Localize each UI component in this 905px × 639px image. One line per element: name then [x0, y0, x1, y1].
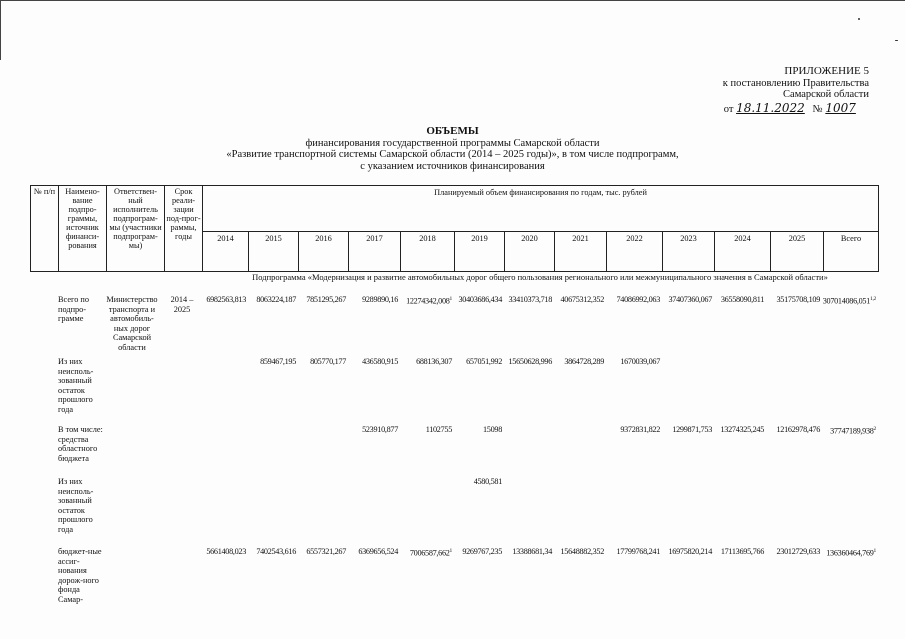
value-cell — [298, 357, 346, 367]
speck — [895, 40, 898, 41]
footnote-marker: 1 — [873, 548, 876, 554]
value-text: 6369656,524 — [358, 547, 398, 556]
value-cell — [202, 547, 246, 557]
handwritten-date: 18.11.2022 — [736, 100, 805, 115]
value-text: 9289890,16 — [362, 295, 398, 304]
value-text: 688136,307 — [416, 357, 452, 366]
value-cell — [400, 295, 452, 306]
footnote-marker: 1,2 — [870, 296, 876, 302]
row-responsible: Министерство транспорта и автомобиль-ных дорог Самарской области — [106, 295, 158, 352]
value-text: 7851295,267 — [306, 295, 346, 304]
header-year: 2021 — [555, 232, 607, 272]
value-cell — [248, 547, 296, 557]
value-text: 8063224,187 — [256, 295, 296, 304]
value-text: 1102755 — [425, 425, 452, 434]
value-text: 12162978,476 — [776, 425, 820, 434]
value-cell — [298, 547, 346, 557]
value-cell — [348, 357, 398, 367]
header-year: 2020 — [505, 232, 555, 272]
header-year: 2016 — [299, 232, 349, 272]
value-text: 37747189,938 — [830, 426, 874, 436]
header-planned: Планируемый объем финансирования по годам, тыс. рублей — [203, 186, 879, 232]
value-cell — [554, 547, 604, 557]
footnote-marker: 2 — [873, 426, 876, 432]
value-cell — [662, 425, 712, 435]
value-cell — [714, 295, 764, 305]
value-cell — [454, 295, 502, 305]
value-cell — [454, 425, 502, 435]
value-cell — [348, 425, 398, 435]
header-year: 2023 — [663, 232, 715, 272]
header-year: 2019 — [455, 232, 505, 272]
appendix-line1: к постановлению Правительства — [722, 77, 869, 89]
value-text: 13388681,34 — [512, 547, 552, 556]
value-cell — [662, 547, 712, 557]
appendix-date-line — [723, 100, 869, 116]
row-name: Из них неисполь-зованный остаток прошлого года — [58, 477, 94, 534]
value-cell — [504, 295, 552, 305]
header-year: 2022 — [607, 232, 663, 272]
value-cell — [348, 295, 398, 305]
value-cell — [400, 357, 452, 367]
header-responsible: Ответствен-ный исполнитель подпрограм-мы (участники подпрограм-мы) — [107, 186, 165, 272]
value-text: 15098 — [483, 425, 502, 434]
number-prefix: № — [812, 103, 823, 115]
value-text: 40675312,352 — [560, 295, 604, 304]
value-cell — [400, 547, 452, 558]
row-name: Из них неисполь-зованный остаток прошлого года — [58, 357, 94, 414]
value-text: 9372831,822 — [620, 425, 660, 434]
value-text: 4580,581 — [473, 477, 502, 486]
value-text: 6557321,267 — [306, 547, 346, 556]
value-cell — [606, 295, 660, 305]
value-text: 523910,877 — [362, 425, 398, 434]
value-cell — [822, 295, 876, 306]
value-cell — [504, 357, 552, 367]
value-text: 16975820,214 — [668, 547, 712, 556]
value-text: 13274325,245 — [720, 425, 764, 434]
value-text: 859467,195 — [260, 357, 296, 366]
value-text: 9269767,235 — [462, 547, 502, 556]
header-term: Срок реали-зации под-прог-раммы, годы — [165, 186, 203, 272]
value-text: 15648882,352 — [560, 547, 604, 556]
page-border-left — [0, 0, 1, 60]
value-cell — [454, 547, 502, 557]
footnote-marker: 1 — [449, 296, 452, 302]
value-cell — [400, 425, 452, 435]
value-cell — [822, 425, 876, 436]
row-name: В том числе: средства областного бюджета — [58, 425, 103, 463]
header-name: Наимено-вание подпро-граммы, источник финанси-рования — [59, 186, 107, 272]
value-text: 33410373,718 — [508, 295, 552, 304]
row-name: бюджет-ные ассиг-нования дорож-ного фонда Самар- — [58, 547, 102, 604]
value-text: 74086992,063 — [616, 295, 660, 304]
title-line1: финансирования государственной программы Самарской области — [305, 137, 600, 149]
speck — [858, 18, 860, 20]
value-text: 6982563,813 — [206, 295, 246, 304]
value-text: 307014086,051 — [822, 296, 871, 306]
value-cell — [202, 295, 246, 305]
header-year: 2015 — [249, 232, 299, 272]
header-num: № п/п — [31, 186, 59, 272]
value-text: 7402543,616 — [256, 547, 296, 556]
title-line3: с указанием источников финансирования — [360, 160, 545, 172]
value-text: 15650628,996 — [508, 357, 552, 366]
title-main: ОБЪЕМЫ — [426, 125, 479, 137]
value-text: 12274342,008 — [406, 296, 450, 306]
value-cell — [504, 547, 552, 557]
title-line2: «Развитие транспортной системы Самарской области (2014 – 2025 годы)», в том числе подпрограмм, — [226, 149, 679, 160]
value-text: 17113695,766 — [720, 547, 764, 556]
value-cell — [554, 295, 604, 305]
value-cell — [248, 357, 296, 367]
value-cell — [822, 547, 876, 558]
value-cell — [606, 425, 660, 435]
value-cell — [248, 295, 296, 305]
value-text: 17799768,241 — [616, 547, 660, 556]
value-cell — [606, 357, 660, 367]
row-term: 2014 – 2025 — [170, 295, 194, 314]
value-cell — [454, 357, 502, 367]
value-text: 657051,992 — [466, 357, 502, 366]
value-text: 23012729,633 — [776, 547, 820, 556]
value-text: 5661408,023 — [206, 547, 246, 556]
page-border-top — [0, 0, 905, 1]
value-text: 436580,915 — [362, 357, 398, 366]
value-text: 805770,177 — [310, 357, 346, 366]
value-text: 37407360,067 — [668, 295, 712, 304]
value-cell — [454, 477, 502, 487]
row-name: Всего по подпро-грамме — [58, 295, 90, 324]
appendix-block — [723, 66, 869, 115]
value-cell — [348, 547, 398, 557]
value-text: 136360464,769 — [826, 548, 874, 558]
value-text: 36558090,811 — [720, 295, 764, 304]
document-title — [0, 126, 905, 172]
value-text: 1670039,067 — [620, 357, 660, 366]
value-text: 3864728,289 — [564, 357, 604, 366]
value-text: 30403686,434 — [458, 295, 502, 304]
handwritten-number: 1007 — [825, 100, 856, 115]
financing-table-header — [30, 185, 879, 272]
header-year: 2018 — [401, 232, 455, 272]
date-prefix: от — [723, 103, 734, 115]
appendix-line2: Самарской области — [783, 89, 869, 100]
appendix-title: ПРИЛОЖЕНИЕ 5 — [784, 65, 869, 77]
subprogram-title: Подпрограмма «Модернизация и развитие автомобильных дорог общего пользования регионального или межмуниципального значения в Самарской области» — [252, 272, 828, 282]
value-cell — [766, 547, 820, 557]
header-year: 2025 — [771, 232, 824, 272]
value-cell — [554, 357, 604, 367]
footnote-marker: 1 — [449, 548, 452, 554]
value-cell — [714, 547, 764, 557]
header-year: Всего — [824, 232, 879, 272]
value-cell — [298, 295, 346, 305]
value-text: 7006587,662 — [409, 548, 450, 558]
header-year: 2017 — [349, 232, 401, 272]
value-cell — [766, 295, 820, 305]
value-cell — [606, 547, 660, 557]
value-cell — [714, 425, 764, 435]
header-year: 2014 — [203, 232, 249, 272]
value-cell — [766, 425, 820, 435]
value-text: 1299871,753 — [672, 425, 712, 434]
value-cell — [662, 295, 712, 305]
header-year: 2024 — [715, 232, 771, 272]
value-text: 35175708,109 — [776, 295, 820, 304]
